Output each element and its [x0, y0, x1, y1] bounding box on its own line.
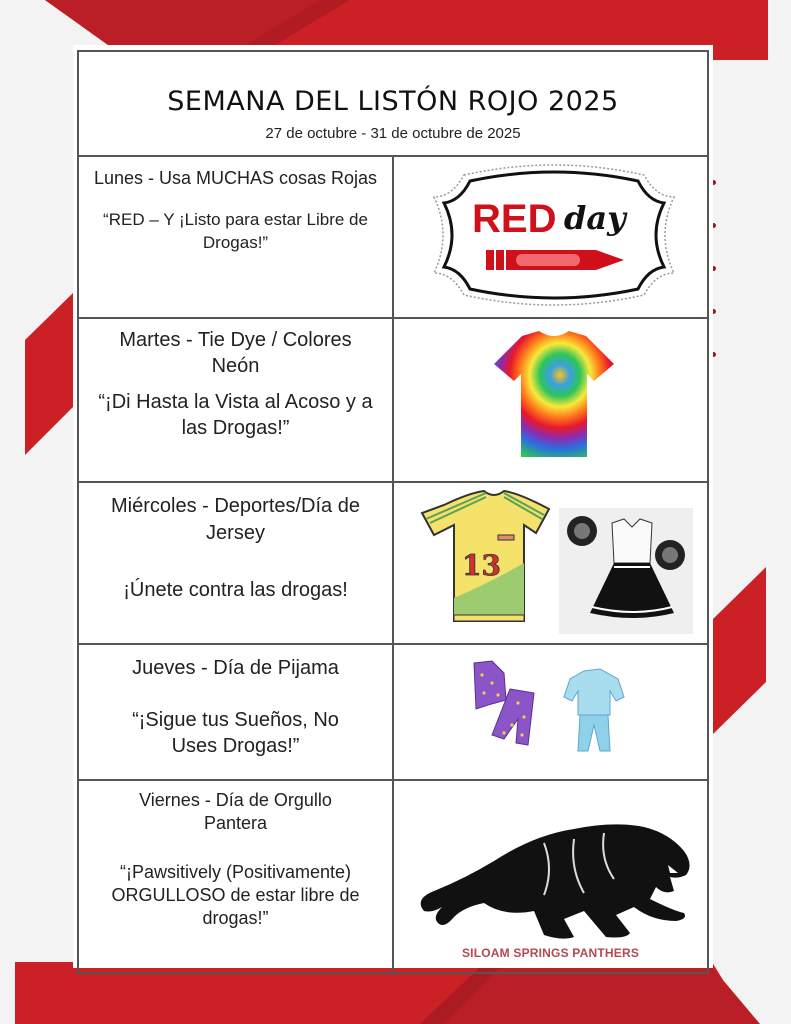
- day-heading: Jueves - Día de Pijama: [132, 657, 339, 679]
- title-cell: [78, 51, 708, 156]
- red-day-crayon-icon: [394, 157, 710, 312]
- page-title: SEMANA DEL LISTÓN ROJO 2025: [167, 86, 619, 117]
- day-image-cell: [393, 318, 708, 482]
- day-image-cell: [393, 156, 708, 318]
- day-description: [78, 780, 393, 973]
- schedule-table: [77, 50, 709, 974]
- jersey-and-cheer-uniform-icon: [394, 483, 710, 638]
- pajamas-icon: [394, 645, 710, 774]
- title-row: [78, 51, 708, 156]
- date-range: 27 de octubre - 31 de octubre de 2025: [265, 125, 521, 142]
- day-quote: “¡Pawsitively (Positivamente) ORGULLOSO de estar libre de drogas!”: [111, 862, 360, 928]
- svg-text:RED: RED: [472, 197, 557, 241]
- day-quote: “¡Di Hasta la Vista al Acoso y a las Drogas!”: [98, 391, 373, 439]
- table-row-monday: [78, 156, 708, 318]
- svg-text:day: day: [564, 199, 626, 237]
- day-heading: Martes - Tie Dye / Colores Neón: [119, 329, 352, 377]
- day-heading: Miércoles - Deportes/Día de Jersey: [111, 495, 360, 544]
- day-description: [78, 318, 393, 482]
- table-row-tuesday: [78, 318, 708, 482]
- table-row-friday: [78, 780, 708, 973]
- day-quote: “RED – Y ¡Listo para estar Libre de Drogas!”: [103, 210, 368, 252]
- table-row-wednesday: [78, 482, 708, 644]
- day-description: [78, 156, 393, 318]
- day-heading: Lunes - Usa MUCHAS cosas Rojas: [93, 168, 378, 188]
- table-row-thursday: [78, 644, 708, 780]
- day-quote: ¡Únete contra las drogas!: [123, 579, 348, 601]
- panther-caption: SILOAM SPRINGS PANTHERS: [461, 946, 640, 960]
- day-description: [78, 482, 393, 644]
- day-description: [78, 644, 393, 780]
- day-image-cell: [393, 482, 708, 644]
- svg-text:13: 13: [462, 549, 501, 582]
- tie-dye-shirt-icon: [394, 319, 710, 476]
- day-heading: Viernes - Día de Orgullo Pantera: [139, 790, 332, 833]
- day-image-cell: [393, 780, 708, 973]
- day-image-cell: [393, 644, 708, 780]
- day-quote: “¡Sigue tus Sueños, No Uses Drogas!”: [132, 709, 339, 757]
- panther-icon: [394, 799, 710, 959]
